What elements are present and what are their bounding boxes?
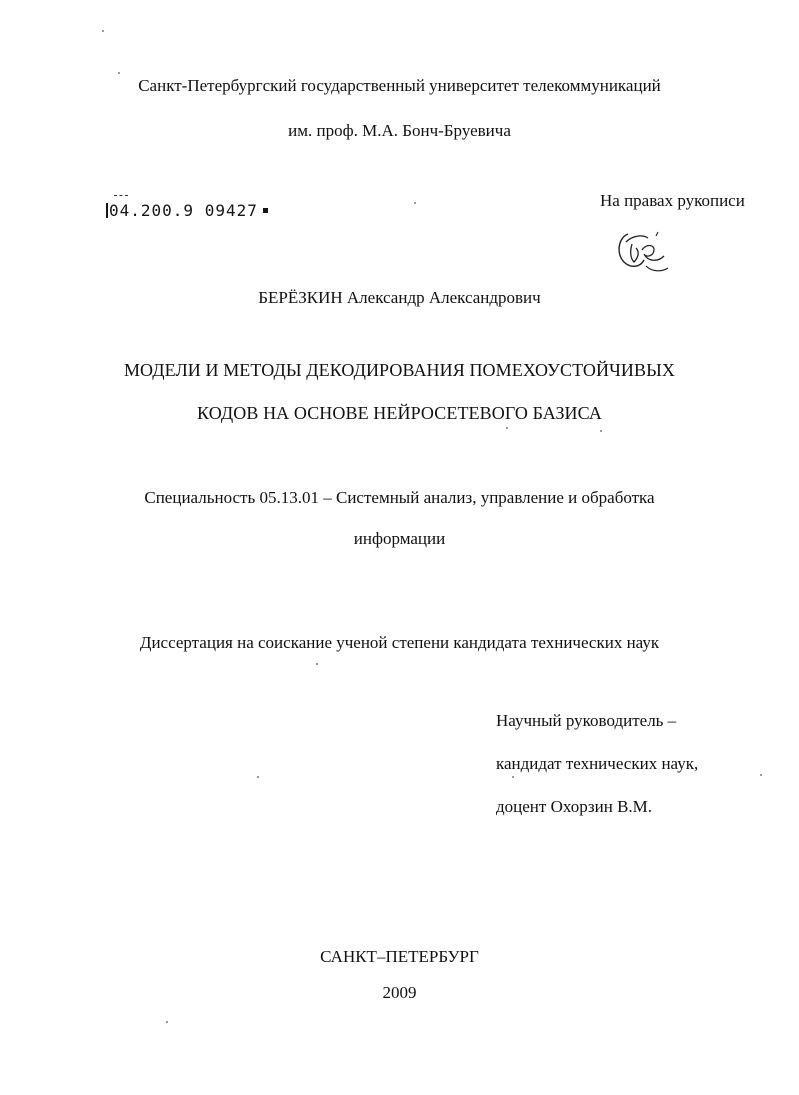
specialty-line-2: информации — [353, 529, 446, 548]
supervisor-degree: кандидат технических наук, — [496, 754, 699, 773]
scan-speck — [257, 776, 259, 778]
dissertation-type: Диссертация на соискание ученой степени кандидата технических наук — [139, 633, 660, 652]
scan-speck — [760, 774, 762, 776]
year: 2009 — [382, 983, 417, 1002]
city-name: САНКТ–ПЕТЕРБУРГ — [320, 947, 479, 966]
scan-speck — [166, 1021, 168, 1023]
university-named-after: им. проф. М.А. Бонч-Бруевича — [288, 121, 511, 140]
stamp-dot-mark — [263, 208, 268, 213]
university-name: Санкт-Петербургский государственный университет телекоммуникаций — [138, 76, 661, 95]
registration-number: 04.200.9 09427 — [109, 201, 258, 220]
scan-speck — [118, 72, 120, 74]
manuscript-rights-label: На правах рукописи — [600, 191, 745, 210]
dissertation-title-line-1: МОДЕЛИ И МЕТОДЫ ДЕКОДИРОВАНИЯ ПОМЕХОУСТОЙЧИВЫХ — [123, 360, 676, 380]
supervisor-name: доцент Охорзин В.М. — [496, 797, 653, 816]
scan-speck — [506, 427, 508, 429]
scan-speck — [414, 202, 416, 204]
supervisor-role: Научный руководитель – — [496, 711, 677, 730]
registration-number-stamp — [106, 201, 268, 221]
dissertation-title-line-2: КОДОВ НА ОСНОВЕ НЕЙРОСЕТЕВОГО БАЗИСА — [197, 403, 602, 423]
stamp-bar-mark — [106, 203, 108, 218]
stamp-tick-mark — [114, 195, 128, 198]
scan-speck — [512, 776, 514, 778]
scan-speck — [102, 30, 104, 32]
scan-speck — [316, 663, 318, 665]
author-name: БЕРЁЗКИН Александр Александрович — [258, 288, 541, 307]
specialty-line-1: Специальность 05.13.01 – Системный анализ, управление и обработка — [144, 488, 655, 507]
handwritten-signature — [612, 228, 672, 276]
scan-speck — [600, 430, 602, 432]
